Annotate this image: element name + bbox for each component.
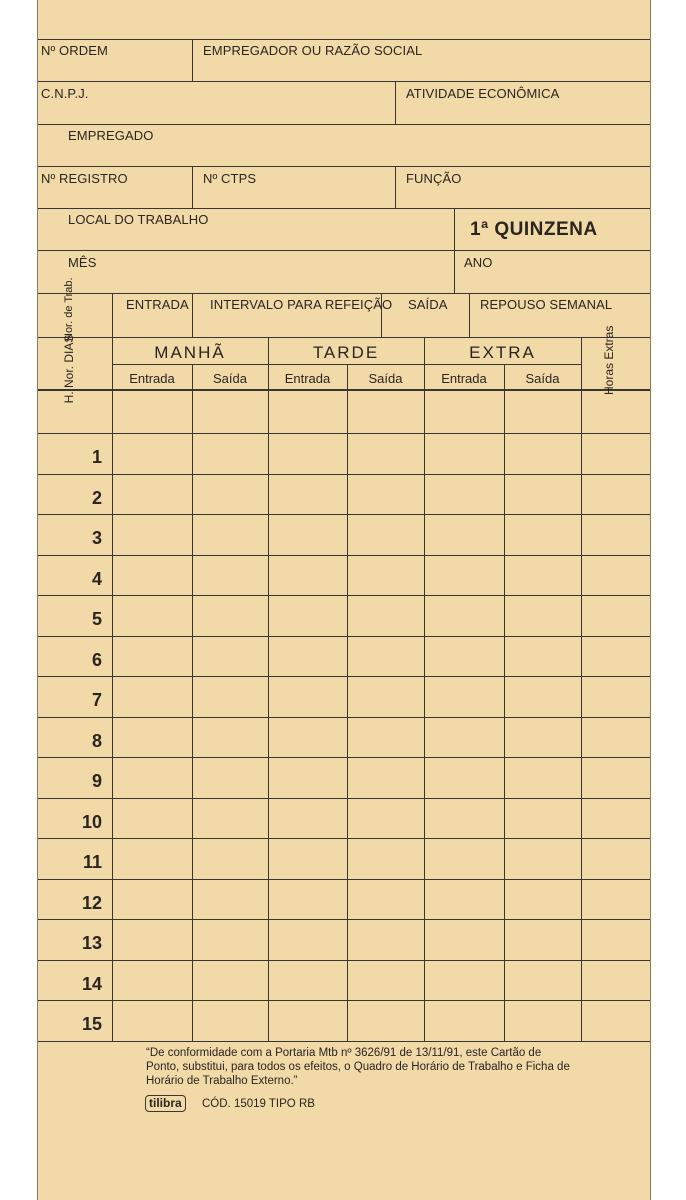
rule xyxy=(192,166,193,208)
row-rule xyxy=(38,717,650,718)
product-code: CÓD. 15019 TIPO RB xyxy=(202,1098,315,1110)
day-number: 13 xyxy=(81,933,102,953)
day-number: 7 xyxy=(91,690,102,710)
rule xyxy=(424,337,425,1041)
day-number: 5 xyxy=(91,609,102,629)
intervalo-label: INTERVALO PARA REFEIÇÃO xyxy=(210,297,393,312)
day-number: 8 xyxy=(91,730,102,751)
mes-label: MÊS xyxy=(68,255,97,270)
rule xyxy=(38,124,650,125)
day-number: 10 xyxy=(81,811,102,832)
hor-trab-label: Hor. de Trab. xyxy=(63,277,75,341)
day-number: 6 xyxy=(91,649,102,670)
row-rule xyxy=(38,636,650,637)
col-saida: Saída xyxy=(368,371,403,386)
rule xyxy=(38,1041,650,1042)
rule xyxy=(268,337,269,1041)
rule xyxy=(192,364,193,1041)
quinzena-title: 1ª QUINZENA xyxy=(470,219,598,240)
ano-label: ANO xyxy=(464,255,493,270)
ordem-label: Nº ORDEM xyxy=(41,43,108,58)
rule xyxy=(504,364,505,1041)
row-rule xyxy=(38,433,650,434)
tilibra-logo: tilibra xyxy=(145,1095,186,1112)
row-rule xyxy=(38,514,650,515)
row-rule xyxy=(38,757,650,758)
row-rule xyxy=(38,474,650,475)
row-rule xyxy=(38,838,650,839)
atividade-label: ATIVIDADE ECONÔMICA xyxy=(406,86,560,101)
dias-label: H. Nor. DIAS xyxy=(62,334,76,404)
rule xyxy=(192,39,193,81)
day-number: 11 xyxy=(82,852,102,872)
registro-label: Nº REGISTRO xyxy=(41,171,128,186)
extra-header: EXTRA xyxy=(469,343,536,362)
empregador-label: EMPREGADOR OU RAZÃO SOCIAL xyxy=(203,43,423,58)
row-rule xyxy=(38,1000,650,1001)
tarde-header: TARDE xyxy=(312,343,380,362)
rule xyxy=(469,293,470,337)
rule xyxy=(454,208,455,293)
entrada-label: ENTRADA xyxy=(126,297,189,312)
row-rule xyxy=(38,595,650,596)
saida-label: SAÍDA xyxy=(408,297,448,312)
row-rule xyxy=(38,798,650,799)
day-number: 14 xyxy=(81,973,102,994)
cnpj-label: C.N.P.J. xyxy=(41,86,89,101)
rule xyxy=(38,293,650,294)
rule xyxy=(112,293,113,337)
row-rule xyxy=(38,960,650,961)
local-label: LOCAL DO TRABALHO xyxy=(68,212,209,227)
rule xyxy=(38,389,650,391)
rule xyxy=(112,337,113,1041)
day-number: 3 xyxy=(91,528,102,548)
row-rule xyxy=(38,919,650,920)
row-rule xyxy=(38,879,650,880)
rule xyxy=(347,364,348,1041)
rule xyxy=(38,208,650,209)
rule xyxy=(192,293,193,337)
row-rule xyxy=(38,555,650,556)
rule xyxy=(38,81,650,82)
col-entrada: Entrada xyxy=(129,371,175,386)
funcao-label: FUNÇÃO xyxy=(406,171,462,186)
empregado-label: EMPREGADO xyxy=(68,128,154,143)
day-number: 9 xyxy=(91,771,102,791)
horas-extras-label: Horas Extras xyxy=(602,325,616,395)
row-rule xyxy=(38,676,650,677)
col-saida: Saída xyxy=(525,371,560,386)
day-number: 1 xyxy=(91,447,102,467)
time-card xyxy=(37,0,651,1200)
col-saida: Saída xyxy=(213,371,247,386)
rule xyxy=(38,39,650,40)
rule xyxy=(38,166,650,167)
col-entrada: Entrada xyxy=(441,371,487,386)
rule xyxy=(395,81,396,124)
rule xyxy=(38,250,650,251)
ctps-label: Nº CTPS xyxy=(203,171,257,186)
repouso-label: REPOUSO SEMANAL xyxy=(480,297,613,312)
rule xyxy=(395,166,396,208)
day-number: 15 xyxy=(81,1014,102,1034)
day-number: 2 xyxy=(91,487,102,508)
day-number: 4 xyxy=(91,568,102,589)
rule xyxy=(38,337,650,338)
col-entrada: Entrada xyxy=(284,371,331,386)
rule xyxy=(581,337,582,1041)
portaria-note: “De conformidade com a Portaria Mtb nº 3626/91 de 13/11/91, este Cartão de Ponto, substitui, para todos os efeitos, o Quadro de Horário de Trabalho e Ficha de Horário de Trabalho Externo.” xyxy=(146,1047,570,1087)
manha-header: MANHÃ xyxy=(154,343,226,362)
day-number: 12 xyxy=(81,892,102,913)
